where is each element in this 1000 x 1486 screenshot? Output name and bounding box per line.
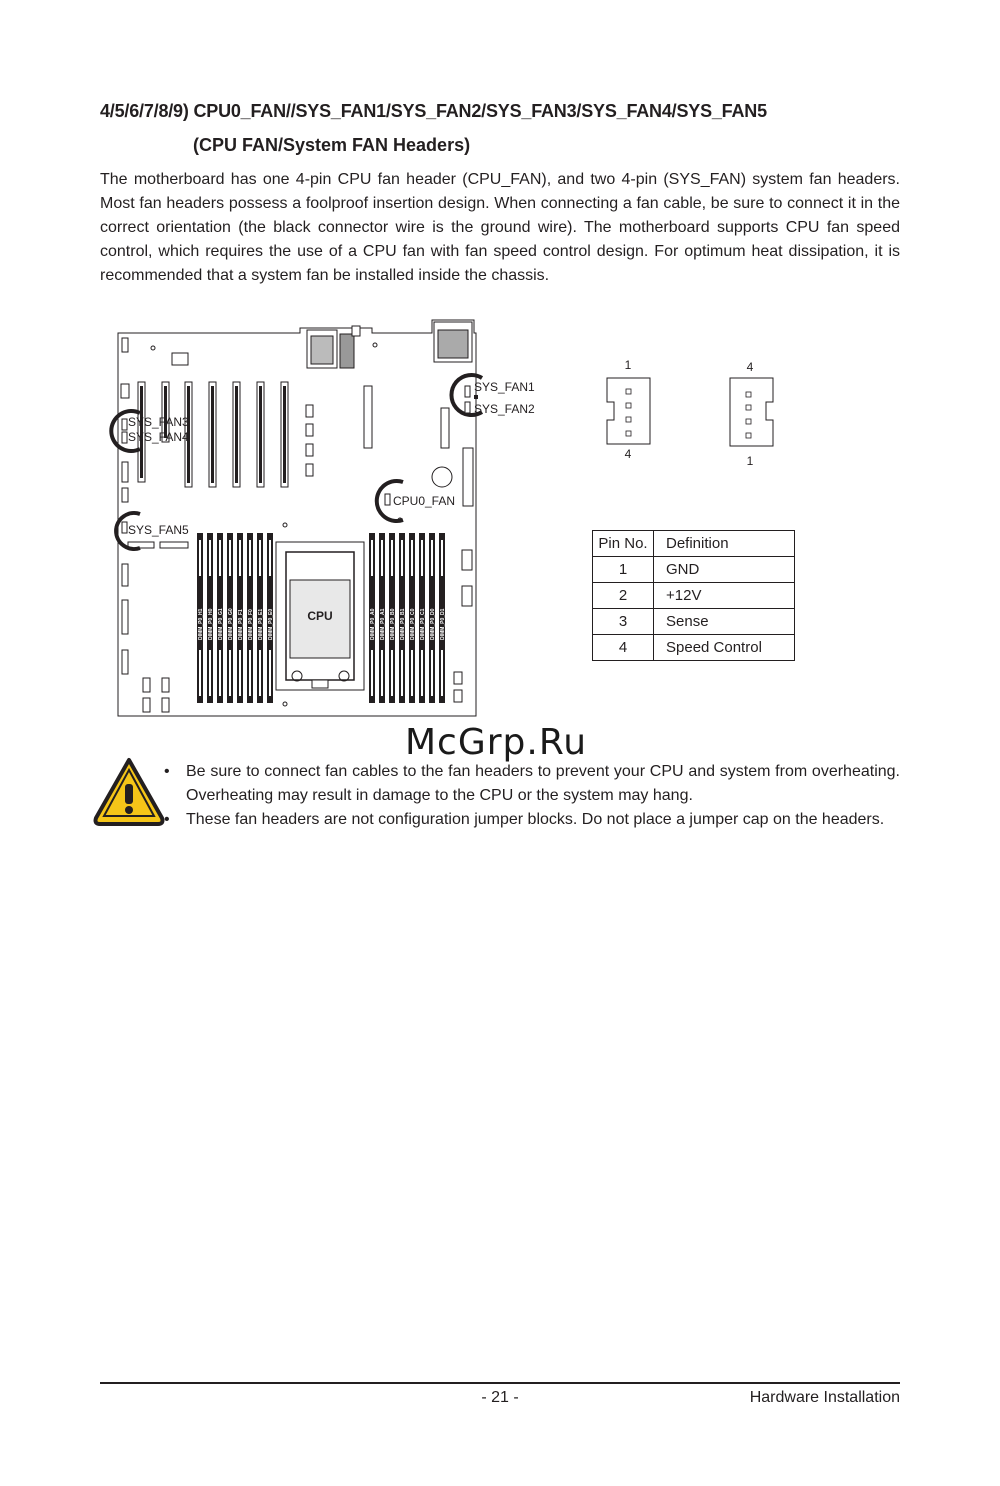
dimm-label: DIMM_P0_D0 xyxy=(430,608,436,640)
dimm-label: DIMM_P0_D1 xyxy=(440,608,446,640)
list-item xyxy=(160,808,900,832)
list-item xyxy=(160,760,900,808)
table-row xyxy=(593,609,795,635)
note-text: These fan headers are not configuration jumper blocks. Do not place a jumper cap on the headers. xyxy=(186,811,885,828)
dimm-label: DIMM_P0_B1 xyxy=(400,608,406,640)
table-header-row xyxy=(593,531,795,557)
bullet-icon: • xyxy=(164,763,170,780)
sys-fan2-label: SYS_FAN2 xyxy=(474,402,535,416)
footer-divider xyxy=(100,1382,900,1384)
dimm-label: DIMM_P0_E0 xyxy=(268,608,274,640)
pin-number: 1 xyxy=(593,557,654,583)
section-heading: 4/5/6/7/8/9) CPU0_FAN//SYS_FAN1/SYS_FAN2/SYS_FAN3/SYS_FAN4/SYS_FAN5 xyxy=(100,101,767,121)
section-subheading: (CPU FAN/System FAN Headers) xyxy=(193,135,471,155)
dimm-label: DIMM_P0_F1 xyxy=(238,609,244,640)
warning-notes xyxy=(160,760,900,832)
dimm-label: DIMM_P0_H0 xyxy=(208,608,214,640)
dimm-label: DIMM_P0_A0 xyxy=(370,608,376,640)
pin-right-top-label: 4 xyxy=(746,360,754,374)
dimm-label: DIMM_P0_C0 xyxy=(410,608,416,640)
pin-definition: +12V xyxy=(654,583,795,609)
fan-header-pinout-diagram xyxy=(590,350,800,470)
dimm-label: DIMM_P0_A1 xyxy=(380,608,386,640)
sys-fan4-label: SYS_FAN4 xyxy=(128,430,189,444)
pin-definition: Speed Control xyxy=(654,635,795,661)
intro-paragraph: The motherboard has one 4-pin CPU fan header (CPU_FAN), and two 4-pin (SYS_FAN) system fan headers. Most fan headers possess a foolproof insertion design. When connecting a fan cable, be sure to connect it in the correct orientation (the black connector wire is the ground wire). The motherboard supports CPU fan speed control, which requires the use of a CPU fan with fan speed control design. For optimum heat dissipation, it is recommended that a system fan be installed inside the chassis. xyxy=(100,171,900,284)
watermark: McGrp.Ru xyxy=(405,722,588,763)
pin-right-bottom-label: 1 xyxy=(746,454,754,468)
table-row xyxy=(593,557,795,583)
dimm-label: DIMM_P0_E1 xyxy=(258,608,264,640)
pin-definition: Sense xyxy=(654,609,795,635)
sys-fan5-label: SYS_FAN5 xyxy=(128,523,189,537)
footer-section-title: Hardware Installation xyxy=(749,1389,900,1406)
dimm-label: DIMM_P0_G1 xyxy=(218,608,224,640)
dimm-label: DIMM_P0_C1 xyxy=(420,608,426,640)
dimm-label: DIMM_P0_F0 xyxy=(248,609,254,640)
cpu-label: CPU xyxy=(307,609,333,623)
note-text: Be sure to connect fan cables to the fan headers to prevent your CPU and system from overheating. Overheating may result in damage to the CPU or the system may hang. xyxy=(186,763,900,804)
table-row xyxy=(593,635,795,661)
pin-number: 2 xyxy=(593,583,654,609)
dimm-label: DIMM_P0_B0 xyxy=(390,608,396,640)
table-header-definition: Definition xyxy=(654,531,795,557)
pin-definition: GND xyxy=(654,557,795,583)
table-header-pin: Pin No. xyxy=(593,531,654,557)
page-number: - 21 - xyxy=(481,1389,519,1406)
table-row xyxy=(593,583,795,609)
pin-number: 4 xyxy=(593,635,654,661)
sys-fan3-label: SYS_FAN3 xyxy=(128,415,189,429)
pin-number: 3 xyxy=(593,609,654,635)
motherboard-diagram xyxy=(95,315,545,725)
pin-left-top-label: 1 xyxy=(624,358,632,372)
sys-fan1-label: SYS_FAN1 xyxy=(474,380,535,394)
cpu0-fan-label: CPU0_FAN xyxy=(393,494,456,508)
pin-definition-table xyxy=(592,530,795,661)
bullet-icon: • xyxy=(164,811,170,828)
pin-left-bottom-label: 4 xyxy=(624,447,632,461)
dimm-label: DIMM_P0_G0 xyxy=(228,608,234,640)
warning-icon xyxy=(92,756,166,828)
dimm-label: DIMM_P0_H1 xyxy=(198,608,204,640)
